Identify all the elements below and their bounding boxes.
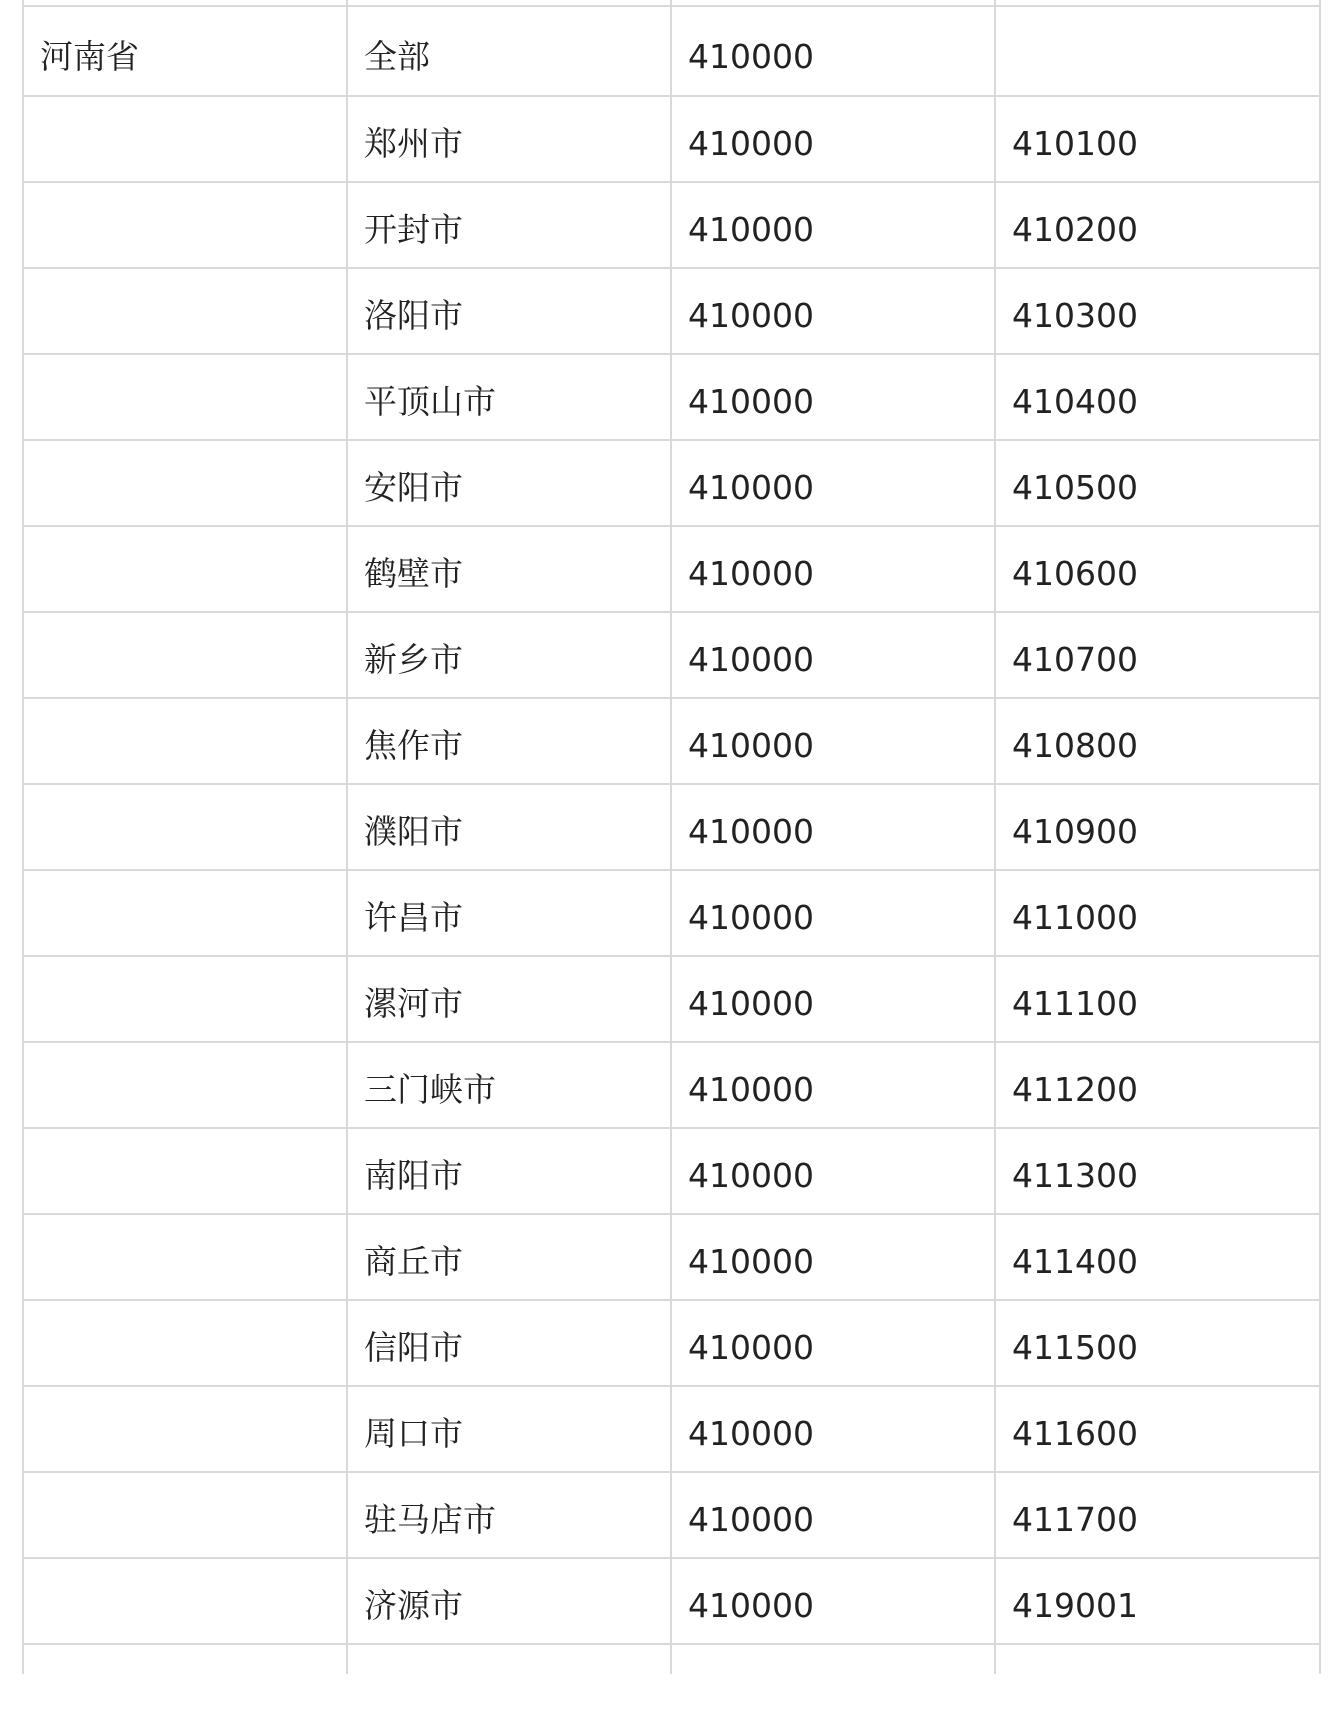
table-cell (23, 1644, 347, 1674)
city-name-cell: 驻马店市 (347, 1472, 671, 1558)
province-cell (23, 1386, 347, 1472)
table-row (23, 870, 1320, 956)
table-row (23, 1558, 1320, 1644)
city-name-cell: 新乡市 (347, 612, 671, 698)
city-code-cell: 410500 (995, 440, 1320, 526)
province-code-cell: 410000 (671, 526, 995, 612)
city-name-cell: 商丘市 (347, 1214, 671, 1300)
city-code-cell: 410300 (995, 268, 1320, 354)
province-cell (23, 784, 347, 870)
table-row (23, 96, 1320, 182)
region-code-table-container (22, 0, 1319, 1674)
province-cell: 河南省 (23, 6, 347, 96)
province-code-cell: 410000 (671, 1042, 995, 1128)
table-row-partial-bottom (23, 1644, 1320, 1674)
table-row (23, 784, 1320, 870)
province-cell (23, 698, 347, 784)
province-code-cell: 410000 (671, 268, 995, 354)
city-name-cell: 郑州市 (347, 96, 671, 182)
province-code-cell: 410000 (671, 354, 995, 440)
city-name-cell: 濮阳市 (347, 784, 671, 870)
city-name-cell: 济源市 (347, 1558, 671, 1644)
table-row (23, 1214, 1320, 1300)
province-cell (23, 1042, 347, 1128)
province-code-cell: 410000 (671, 1472, 995, 1558)
province-cell (23, 526, 347, 612)
table-row (23, 1128, 1320, 1214)
province-cell (23, 612, 347, 698)
province-cell (23, 870, 347, 956)
city-name-cell: 鹤壁市 (347, 526, 671, 612)
city-code-cell: 410700 (995, 612, 1320, 698)
city-code-cell: 411400 (995, 1214, 1320, 1300)
table-row (23, 1386, 1320, 1472)
province-code-cell: 410000 (671, 1386, 995, 1472)
province-code-cell: 410000 (671, 784, 995, 870)
province-cell (23, 1128, 347, 1214)
city-name-cell: 三门峡市 (347, 1042, 671, 1128)
city-code-cell: 410400 (995, 354, 1320, 440)
city-name-cell: 漯河市 (347, 956, 671, 1042)
city-code-cell: 411700 (995, 1472, 1320, 1558)
table-row (23, 526, 1320, 612)
province-code-cell: 410000 (671, 6, 995, 96)
province-cell (23, 1214, 347, 1300)
city-name-cell: 全部 (347, 6, 671, 96)
province-cell (23, 96, 347, 182)
city-name-cell: 南阳市 (347, 1128, 671, 1214)
province-code-cell: 410000 (671, 870, 995, 956)
table-cell (995, 1644, 1320, 1674)
city-name-cell: 周口市 (347, 1386, 671, 1472)
province-code-cell: 410000 (671, 1128, 995, 1214)
city-code-cell (995, 6, 1320, 96)
province-cell (23, 1558, 347, 1644)
region-code-table (22, 0, 1321, 1674)
province-cell (23, 440, 347, 526)
table-row (23, 1472, 1320, 1558)
city-code-cell: 419001 (995, 1558, 1320, 1644)
table-row (23, 268, 1320, 354)
table-cell (671, 1644, 995, 1674)
city-code-cell: 410100 (995, 96, 1320, 182)
province-code-cell: 410000 (671, 612, 995, 698)
province-code-cell: 410000 (671, 698, 995, 784)
province-code-cell: 410000 (671, 1558, 995, 1644)
city-code-cell: 410800 (995, 698, 1320, 784)
province-cell (23, 268, 347, 354)
province-cell (23, 182, 347, 268)
province-cell (23, 1472, 347, 1558)
province-cell (23, 956, 347, 1042)
table-row (23, 612, 1320, 698)
province-cell (23, 354, 347, 440)
city-name-cell: 平顶山市 (347, 354, 671, 440)
table-row (23, 956, 1320, 1042)
table-row (23, 354, 1320, 440)
province-code-cell: 410000 (671, 182, 995, 268)
table-row (23, 440, 1320, 526)
city-name-cell: 洛阳市 (347, 268, 671, 354)
city-code-cell: 411200 (995, 1042, 1320, 1128)
city-code-cell: 410900 (995, 784, 1320, 870)
province-code-cell: 410000 (671, 96, 995, 182)
province-code-cell: 410000 (671, 1214, 995, 1300)
table-cell (347, 1644, 671, 1674)
city-code-cell: 411600 (995, 1386, 1320, 1472)
city-code-cell: 410600 (995, 526, 1320, 612)
city-name-cell: 开封市 (347, 182, 671, 268)
city-name-cell: 信阳市 (347, 1300, 671, 1386)
city-code-cell: 411000 (995, 870, 1320, 956)
city-code-cell: 410200 (995, 182, 1320, 268)
city-code-cell: 411500 (995, 1300, 1320, 1386)
city-code-cell: 411300 (995, 1128, 1320, 1214)
table-row (23, 182, 1320, 268)
city-code-cell: 411100 (995, 956, 1320, 1042)
table-row (23, 1300, 1320, 1386)
province-cell (23, 1300, 347, 1386)
province-code-cell: 410000 (671, 440, 995, 526)
city-name-cell: 许昌市 (347, 870, 671, 956)
province-code-cell: 410000 (671, 956, 995, 1042)
table-row (23, 698, 1320, 784)
city-name-cell: 安阳市 (347, 440, 671, 526)
table-body (23, 0, 1320, 1674)
table-row (23, 6, 1320, 96)
table-row (23, 1042, 1320, 1128)
city-name-cell: 焦作市 (347, 698, 671, 784)
province-code-cell: 410000 (671, 1300, 995, 1386)
